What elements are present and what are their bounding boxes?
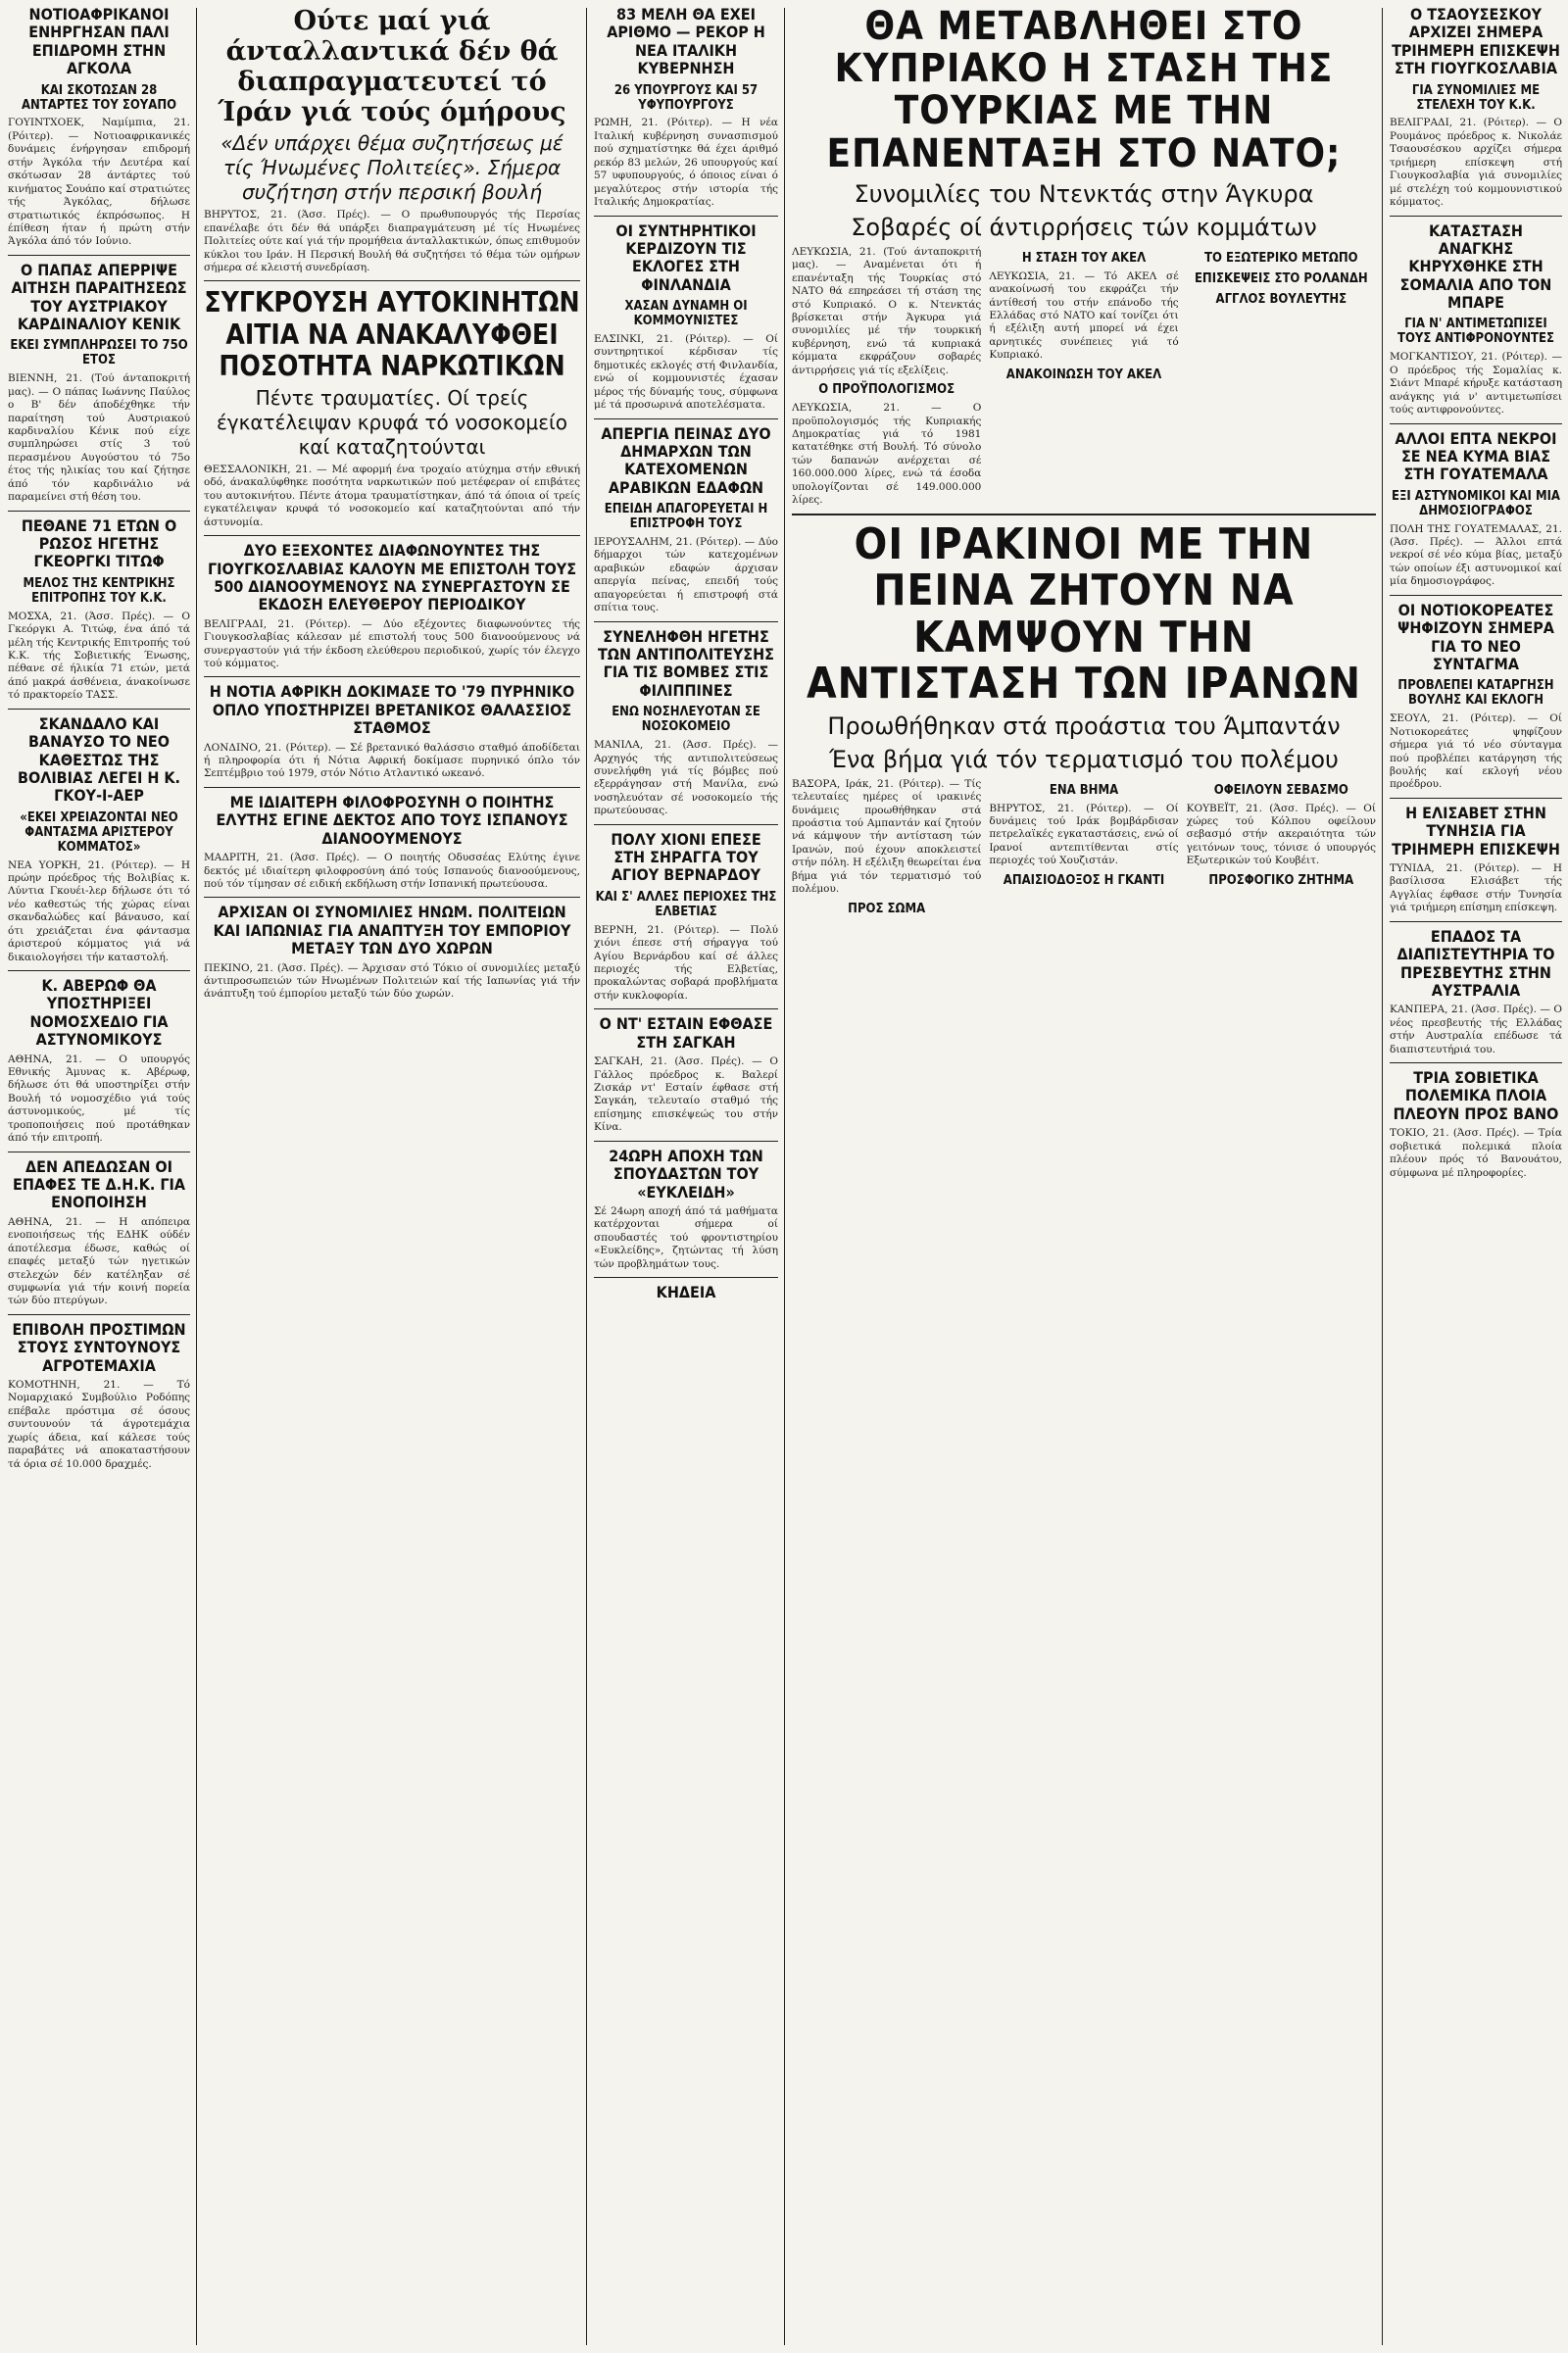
article-titov [8,517,190,703]
subheadline-korea: ΠΡΟΒΛΕΠΕΙ ΚΑΤΑΡΓΗΣΗ ΒΟΥΛΗΣ ΚΑΙ ΕΚΛΟΓΗ [1397,678,1554,709]
body-angola: ΓΟΥΙΝΤΧΟΕΚ, Ναμίμπια, 21. (Ρόιτερ). — Νοτιοαφρικανικές δυνάμεις ένήργησαν επιδρομή στήν Άγκόλα τήν Δευτέρα καί σκότωσαν 28 άντάρτες τού κινήματος Σουάπο καί στρατιώτες τής Άγκόλας, δήλωσε στρατιωτικός έκπρόσωπος. Η έπίθεση ήταν ή πρώτη στήν Άγκόλα άπό τόν Ιούνιο. [8,117,190,248]
body-kuwait: ΚΟΥΒΕΪΤ, 21. (Άσσ. Πρές). — Οί χώρες τού Κόλπου οφείλουν σεβασμό στήν ακεραιότητα τών γειτόνων τους, τόνισε ό υπουργός Εξωτερικών τού Κουβέιτ. [1186,802,1376,867]
divider [1390,595,1562,596]
subheadline-snow: ΚΑΙ Σ' ΑΛΛΕΣ ΠΕΡΙΟΧΕΣ ΤΗΣ ΕΛΒΕΤΙΑΣ [595,889,777,919]
iraq-column-b [989,778,1178,921]
article-ceausescu [1390,6,1562,210]
column-2 [204,0,580,2353]
body-south-africa-nuclear: ΛΟΝΔΙΝΟ, 21. (Ρόιτερ). — Σέ βρετανικό θαλάσσιο σταθμό άποδίδεται ή πληροφορία ότι ή Νότια Αφρική δοκίμασε πυρηνικό όπλο τόν Σεπτέμβριο τού 1979, στόν Νότιο Ατλαντικό ωκεανό. [204,741,580,780]
article-italy-govt [594,6,778,210]
headline-hunger-strike: ΑΠΕΡΓΙΑ ΠΕΙΝΑΣ ΔΥΟ ΔΗΜΑΡΧΩΝ ΤΩΝ ΚΑΤΕΧΟΜΕΝΩΝ ΑΡΑΒΙΚΩΝ ΕΔΑΦΩΝ [601,423,771,497]
heading-budget: Ο ΠΡΟΫΠΟΛΟΓΙΣΜΟΣ [818,382,956,398]
lead-headline-iraq: ΟΙ ΙΡΑΚΙΝΟΙ ΜΕ ΤΗΝ ΠΕΙΝΑ ΖΗΤΟΥΝ ΝΑ ΚΑΜΨΟΥΝ ΤΗΝ ΑΝΤΙΣΤΑΣΗ ΤΩΝ ΙΡΑΝΩΝ [807,518,1361,710]
lead-column-b [989,246,1178,508]
article-guatemala [1390,430,1562,589]
body-italy-govt: ΡΩΜΗ, 21. (Ρόιτερ). — Η νέα Ιταλική κυβέρνηση συνασπισμού πού σχηματίστηκε θά έχει άριθμό ρεκόρ 83 μελών, 26 υπουργούς καί 57 υφυπουργούς, ό όποιος είναι ό μεγαλύτερος στήν ιστορία τής Ιταλικής Δημοκρατίας. [594,117,778,209]
body-car-crash: ΘΕΣΣΑΛΟΝΙΚΗ, 21. — Μέ αφορμή ένα τροχαίο ατύχημα στήν εθνική οδό, άνακαλύφθηκε ποσότητα ναρκωτικών πού μετέφεραν οί επιβάτες του αυτοκινήτου. Πέντε άτομα τραυματίστηκαν, άπό τά όποια οί τρείς εγκατέλειψαν κρυφά τό νοσοκομείο καί καταζητούνται από τήν άστυνομία. [204,463,580,528]
main-lead-block [792,0,1376,2353]
lead-subheadline-1: Συνομιλίες του Ντενκτάς στην Άγκυρα [854,179,1314,208]
heading-refugee: ΠΡΟΣΦΟΓΙΚΟ ΖΗΤΗΜΑ [1208,872,1354,888]
headline-elizabeth: Η ΕΛΙΣΑΒΕΤ ΣΤΗΝ ΤΥΝΗΣΙΑ ΓΙΑ ΤΡΙΗΜΕΡΗ ΕΠΙΣΚΕΨΗ [1392,803,1560,858]
divider [1390,216,1562,217]
subheadline-iran-hostages: «Δέν υπάρχει θέμα συζητήσεως μέ τίς Ήνωμένες Πολιτείες». Σήμερα συζήτηση στήν περσική βουλή [220,131,564,205]
body-akel: ΛΕΥΚΩΣΙΑ, 21. — Τό ΑΚΕΛ σέ ανακοίνωσή του εκφράζει τήν άντίθεσή του στήν επάνοδο τής Ελλάδας στό ΝΑΤΟ καί τονίζει ότι ή εξέλιξη αυτή μπορεί νά έχει αρνητικές συνέπειες γιά τό Κυπριακό. [989,270,1179,362]
body-pope: ΒΙΕΝΝΗ, 21. (Τού άνταποκριτή μας). — Ο πάπας Ιωάννης Παύλος ο Β' δέν άποδέχθηκε τήν παραίτηση τού Αυστριακού καρδιναλίου Κένικ πού είχε συμπληρώσει στίς 3 τού περασμένου Αυγούστου τό 75ο έτος τής ηλικίας του καί ζήτησε άπό τόν καρδινάλιο νά παραμείνει στή θέση του. [8,372,190,504]
divider [1390,798,1562,799]
body-korea: ΣΕΟΥΛ, 21. (Ρόιτερ). — Οί Νοτιοκορεάτες ψηφίζουν σήμερα γιά τό νέο σύνταγμα πού προβλέπει κατάργηση τής βουλής καί εκλογή νέου προέδρου. [1390,712,1562,791]
heading-english-mp: ΑΓΓΛΟΣ ΒΟΥΛΕΥΤΗΣ [1215,291,1348,307]
headline-italy-govt: 83 ΜΕΛΗ ΘΑ ΕΧΕΙ ΑΡΙΘΜΟ — ΡΕΚΟΡ Η ΝΕΑ ΙΤΑΛΙΚΗ ΚΥΒΕΡΝΗΣΗ [607,5,765,78]
headline-pope: Ο ΠΑΠΑΣ ΑΠΕΡΡΙΨΕ ΑΙΤΗΣΗ ΠΑΡΑΙΤΗΣΕΩΣ ΤΟΥ ΑΥΣΤΡΙΑΚΟΥ ΚΑΡΔΙΝΑΛΙΟΥ ΚΕΝΙΚ [11,260,187,333]
column-rule [586,8,587,2345]
article-students [594,1148,778,1271]
headline-elytis: ΜΕ ΙΔΙΑΙΤΕΡΗ ΦΙΛΟΦΡΟΣΥΝΗ Ο ΠΟΙΗΤΗΣ ΕΛΥΤΗΣ ΕΓΙΝΕ ΔΕΚΤΟΣ ΑΠΟ ΤΟΥΣ ΙΣΠΑΝΟΥΣ ΔΙΑΝΟΟΥΜΕΝΟΥΣ [216,792,568,848]
divider [204,897,580,898]
headline-philippines: ΣΥΝΕΛΗΦΘΗ ΗΓΕΤΗΣ ΤΩΝ ΑΝΤΙΠΟΛΙΤΕΥΣΗΣ ΓΙΑ ΤΙΣ ΒΟΜΒΕΣ ΣΤΙΣ ΦΙΛΙΠΠΙΝΕΣ [597,626,775,700]
article-pope [8,262,190,505]
body-iraq: ΒΑΣΟΡΑ, Ιράκ, 21. (Ρόιτερ). — Τίς τελευταίες ημέρες οί ιρακινές δυνάμεις προωθήθηκαν στά προάστια τού Αμπαντάν καί ζητούν νά κάμψουν τήν αντίσταση τών Ιρανών, πού έχουν αποκλειστεί στήν πόλη. Η εξέλιξη θεωρείται ένα βήμα γιά τόν τερματισμό τού πολέμου. [792,777,982,896]
divider [1390,921,1562,922]
headline-students: 24ΩΡΗ ΑΠΟΧΗ ΤΩΝ ΣΠΟΥΔΑΣΤΩΝ ΤΟΥ «ΕΥΚΛΕΙΔΗ» [609,1146,763,1201]
divider [594,824,778,825]
body-finland: ΕΛΣΙΝΚΙ, 21. (Ρόιτερ). — Οί συντηρητικοί κέρδισαν τίς δημοτικές εκλογές στή Φινλανδία, ενώ οί κομμουνιστές έχασαν μέρος τής δύναμής τους, σύμφωνα μέ τά προσωρινά αποτελέσματα. [594,332,778,412]
article-iraq-iran [792,518,1376,921]
divider [594,216,778,217]
heading-foreign-front: ΤΟ ΕΞΩΤΕΡΙΚΟ ΜΕΤΩΠΟ [1204,250,1358,266]
divider [204,676,580,677]
headline-funeral: ΚΗΔΕΙΑ [656,1283,716,1302]
article-car-crash [204,287,580,529]
body-hunger-strike: ΙΕΡΟΥΣΑΛΗΜ, 21. (Ρόιτερ). — Δύο δήμαρχοι τών κατεχομένων αραβικών εδαφών άρχισαν απεργία πείνας, επειδή τούς απαγορεύεται ή επιστροφή στά σπίτια τους. [594,536,778,614]
headline-angola: ΝΟΤΙΟΑΦΡΙΚΑΝΟΙ ΕΝΗΡΓΗΣΑΝ ΠΑΛΙ ΕΠΙΔΡΟΜΗ ΣΤΗΝ ΑΓΚΟΛΑ [28,5,170,78]
body-philippines: ΜΑΝΙΛΑ, 21. (Άσσ. Πρές). — Αρχηγός τής αντιπολιτεύσεως συνελήφθη γιά τίς βόμβες πού εξερράγησαν στή Μανίλα, ενώ νοσηλευόταν σέ νοσοκομείο τής πρωτεύουσας. [594,739,778,817]
body-destaing: ΣΑΓΚΑΗ, 21. (Άσσ. Πρές). — Ο Γάλλος πρόεδρος κ. Βαλερί Ζισκάρ ντ' Εσταίν έφθασε στή Σαγκάη, τελευταίο σταθμό τής επίσημης επισκέψεώς του στήν Κίνα. [594,1055,778,1134]
iraq-subheadline-1: Προωθήθηκαν στά προάστια του Άμπαντάν [827,711,1341,740]
headline-car-crash: ΣΥΓΚΡΟΥΣΗ ΑΥΤΟΚΙΝΗΤΩΝ ΑΙΤΙΑ ΝΑ ΑΝΑΚΑΛΥΦΘΕΙ ΠΟΣΟΤΗΤΑ ΝΑΡΚΩΤΙΚΩΝ [204,286,580,382]
divider [594,418,778,419]
headline-us-japan: ΑΡΧΙΣΑΝ ΟΙ ΣΥΝΟΜΙΛΙΕΣ ΗΝΩΜ. ΠΟΛΙΤΕΙΩΝ ΚΑΙ ΙΑΠΩΝΙΑΣ ΓΙΑ ΑΝΑΠΤΥΞΗ ΤΟΥ ΕΜΠΟΡΙΟΥ ΜΕΤΑΞΥ ΤΩΝ ΔΥΟ ΧΩΡΩΝ [213,903,571,958]
heading-visits-roland: ΕΠΙΣΚΕΨΕΙΣ ΣΤΟ ΡΟΛΑΝΔΗ [1194,270,1368,286]
column-rule [1382,8,1383,2345]
column-3 [594,0,778,2353]
headline-iran-hostages: Ούτε μαί γιά άνταλλαντικά δέν θά διαπραγματευτεί τό Ίράν γιά τούς όμήρους [218,6,566,128]
divider [204,280,580,281]
body-cyprus: ΛΕΥΚΩΣΙΑ, 21. (Τού άνταποκριτή μας). — Αναμένεται ότι ή επανένταξη τής Τουρκίας στό ΝΑΤΟ θά επηρεάσει τή στάση της στό Κυπριακό. Ο κ. Ντενκτάς βρίσκεται στήν Άγκυρα γιά συνομιλίες μέ τήν τουρκική κυβέρνηση, ενώ τά κυπριακά κόμματα εκφράζουν σοβαρές άντιρρήσεις γιά τίς εξελίξεις. [792,245,982,376]
headline-fines: ΕΠΙΒΟΛΗ ΠΡΟΣΤΙΜΩΝ ΣΤΟΥΣ ΣΥΝΤΟΥΝΟΥΣ ΑΓΡΟΤΕΜΑΧΙΑ [12,1319,186,1375]
body-somalia: ΜΟΓΚΑΝΤΙΣΟΥ, 21. (Ρόιτερ). — Ο πρόεδρος τής Σομαλίας κ. Σιάντ Μπαρέ κήρυξε κατάσταση ανάγκης γιά ν' αντιμετωπίσει τούς αντιφρονούντες. [1390,351,1562,417]
body-snow: ΒΕΡΝΗ, 21. (Ρόιτερ). — Πολύ χιόνι έπεσε στή σήραγγα τού Αγίου Βερνάρδου καί σέ άλλες περιοχές τής Ελβετίας, προκαλώντας σοβαρά προβλήματα στήν κυκλοφορία. [594,923,778,1002]
article-bolivia [8,715,190,964]
divider [792,514,1376,515]
headline-south-africa-nuclear: Η ΝΟΤΙΑ ΑΦΡΙΚΗ ΔΟΚΙΜΑΣΕ ΤΟ '79 ΠΥΡΗΝΙΚΟ ΟΠΛΟ ΥΠΟΣΤΗΡΙΖΕΙ ΒΡΕΤΑΝΙΚΟΣ ΘΑΛΑΣΣΙΟΣ ΣΤΑΘΜΟΣ [209,682,575,738]
divider [204,535,580,536]
body-iraq-bombing: ΒΗΡΥΤΟΣ, 21. (Ρόιτερ). — Οί δυνάμεις τού Ιράκ βομβάρδισαν πετρελαϊκές εγκαταστάσεις, ενώ οί Ιρανοί αντεπιτίθενται στίς περιοχές τού Χουζιστάν. [989,802,1179,867]
lead-columns [792,246,1376,508]
subheadline-ceausescu: ΓΙΑ ΣΥΝΟΜΙΛΙΕΣ ΜΕ ΣΤΕΛΕΧΗ ΤΟΥ Κ.Κ. [1411,82,1541,113]
body-guatemala: ΠΟΛΗ ΤΗΣ ΓΟΥΑΤΕΜΑΛΑΣ, 21. (Άσσ. Πρές). — Άλλοι επτά νεκροί σέ νέο κύμα βίας, μεταξύ τών οποίων έξι αστυνομικοί καί μία δημοσιογράφος. [1390,522,1562,588]
subheadline-somalia: ΓΙΑ Ν' ΑΝΤΙΜΕΤΩΠΙΣΕΙ ΤΟΥΣ ΑΝΤΙΦΡΟΝΟΥΝΤΕΣ [1396,317,1554,347]
column-1 [8,0,190,2353]
headline-destaing: Ο ΝΤ' ΕΣΤΑΙΝ ΕΦΘΑΣΕ ΣΤΗ ΣΑΓΚΑΗ [599,1014,773,1052]
body-students: Σέ 24ωρη αποχή άπό τά μαθήματα κατέρχονται σήμερα οί σπουδαστές τού φροντιστηρίου «Ευκλείδης», ζητώντας τή λύση τών προβλημάτων τους. [594,1204,778,1270]
article-elizabeth [1390,805,1562,915]
divider [8,511,190,512]
article-edik [8,1158,190,1308]
subheadline-titov: ΜΕΛΟΣ ΤΗΣ ΚΕΝΤΡΙΚΗΣ ΕΠΙΤΡΟΠΗΣ ΤΟΥ Κ.Κ. [23,575,175,606]
body-us-japan: ΠΕΚΙΝΟ, 21. (Άσσ. Πρές). — Άρχισαν στό Τόκιο οί συνομιλίες μεταξύ άντιπροσωπειών τών Ηνωμένων Πολιτειών καί τής Ιαπωνίας γιά τήν άνάπτυξη τού έμπορίου μεταξύ τών δύο χωρών. [204,961,580,1001]
body-elizabeth: ΤΥΝΙΔΑ, 21. (Ρόιτερ). — Η βασίλισσα Ελισάβετ τής Αγγλίας έφθασε στήν Τυνησία γιά τριήμερη επίσημη επίσκεψη. [1390,861,1562,914]
article-cyprus-turkey [792,6,1376,508]
iraq-column-a [792,778,981,921]
body-titov: ΜΟΣΧΑ, 21. (Άσσ. Πρές). — Ο Γκεόργκι Α. Τιτώφ, ένα άπό τά μέλη τής Κεντρικής Επιτροπής τού Κ.Κ. τής Σοβιετικής Ένωσης, πέθανε σέ ήλικία 71 ετών, μετά άπό μακρά άσθένεια, άνακοίνωσε τό πρακτορείο ΤΑΣΣ. [8,610,190,702]
body-edik: ΑΘΗΝΑ, 21. — Η απόπειρα ενοποιήσεως τής ΕΔΗΚ ούδέν άποτέλεσμα έδωσε, καθώς οί επαφές μεταξύ τών ηγετικών στελεχών δέν κατέληξαν σέ συμφωνία γιά τήν κοινή πορεία τών δύο πτερύγων. [8,1215,190,1307]
body-yugoslav-dissidents: ΒΕΛΙΓΡΑΔΙ, 21. (Ρόιτερ). — Δύο εξέχοντες διαφωνούντες τής Γιουγκοσλαβίας κάλεσαν μέ επιστολή τους 500 διανοούμενους νά συνεργαστούν γιά τήν έκδοση ελεύθερου περιοδικού, χωρίς τόν έλεγχο τού κόμματος. [204,617,580,669]
headline-snow: ΠΟΛΥ ΧΙΟΝΙ ΕΠΕΣΕ ΣΤΗ ΣΗΡΑΓΓΑ ΤΟΥ ΑΓΙΟΥ ΒΕΡΝΑΡΔΟΥ [611,829,761,885]
body-soviet-ships: ΤΟΚΙΟ, 21. (Άσσ. Πρές). — Τρία σοβιετικά πολεμικά πλοία πλέουν πρός τό Βανουάτου, σύμφωνα μέ πληροφορίες. [1390,1127,1562,1179]
subheadline-hunger-strike: ΕΠΕΙΔΗ ΑΠΑΓΟΡΕΥΕΤΑΙ Η ΕΠΙΣΤΡΟΦΗ ΤΟΥΣ [604,502,768,532]
article-averof [8,977,190,1146]
subheadline-philippines: ΕΝΩ ΝΟΣΗΛΕΥΟΤΑΝ ΣΕ ΝΟΣΟΚΟΜΕΙΟ [612,705,760,735]
headline-bolivia: ΣΚΑΝΔΑΛΟ ΚΑΙ ΒΑΝΑΥΣΟ ΤΟ ΝΕΟ ΚΑΘΕΣΤΩΣ ΤΗΣ ΒΟΛΙΒΙΑΣ ΛΕΓΕΙ Η Κ. ΓΚΟΥ-Ι-ΑΕΡ [17,713,181,806]
divider [8,1314,190,1315]
article-elytis [204,794,580,891]
column-rule [196,8,197,2345]
divider [594,1141,778,1142]
headline-korea: ΟΙ ΝΟΤΙΟΚΟΡΕΑΤΕΣ ΨΗΦΙΖΟΥΝ ΣΗΜΕΡΑ ΓΙΑ ΤΟ ΝΕΟ ΣΥΝΤΑΓΜΑ [1397,600,1554,673]
headline-edik: ΔΕΝ ΑΠΕΔΩΣΑΝ ΟΙ ΕΠΑΦΕΣ ΤΕ Δ.Η.Κ. ΓΙΑ ΕΝΟΠΟΙΗΣΗ [12,1156,186,1212]
article-fines [8,1321,190,1471]
body-budget: ΛΕΥΚΩΣΙΑ, 21. — Ο προϋπολογισμός τής Κυπριακής Δημοκρατίας γιά τό 1981 κατατέθηκε στή Βουλή. Τό σύνολο τών δαπανών ανέρχεται σέ 160.000.000 λίρες, ενώ τά έσοδα υπολογίζονται σέ 149.000.000 λίρες. [792,402,982,507]
headline-finland: ΟΙ ΣΥΝΤΗΡΗΤΙΚΟΙ ΚΕΡΔΙΖΟΥΝ ΤΙΣ ΕΚΛΟΓΕΣ ΣΤΗ ΦΙΝΛΑΝΔΙΑ [615,221,757,294]
divider [1390,423,1562,424]
body-bolivia: ΝΕΑ ΥΟΡΚΗ, 21. (Ρόιτερ). — Η πρώην πρόεδρος τής Βολιβίας κ. Λύντια Γκουέι-λερ δήλωσε ότι τό νέο καθεστώς τής χώρας είναι σκανδαλώδες καί βάναυσο, καί ότι χρειάζεται ένα φάντασμα άριστερού κόμματος γιά νά δικαιολογήσει τήν καταστολή. [8,858,190,963]
lead-column-c [1187,246,1376,508]
iraq-columns [792,778,1376,921]
iraq-column-c [1187,778,1376,921]
article-hunger-strike [594,425,778,615]
heading-gandhi: ΑΠΑΙΣΙΟΔΟΞΟΣ Η ΓΚΑΝΤΙ [1003,872,1165,888]
article-angola [8,6,190,249]
article-iran-hostages [204,6,580,274]
headline-ceausescu: Ο ΤΣΑΟΥΣΕΣΚΟΥ ΑΡΧΙΖΕΙ ΣΗΜΕΡΑ ΤΡΙΗΜΕΡΗ ΕΠΙΣΚΕΨΗ ΣΤΗ ΓΙΟΥΓΚΟΣΛΑΒΙΑ [1392,5,1560,78]
subheadline-finland: ΧΑΣΑΝ ΔΥΝΑΜΗ ΟΙ ΚΟΜΜΟΥΝΙΣΤΕΣ [624,299,748,328]
article-ambassador [1390,928,1562,1056]
article-soviet-ships [1390,1069,1562,1180]
divider [594,621,778,622]
body-ceausescu: ΒΕΛΙΓΡΑΔΙ, 21. (Ρόιτερ). — Ο Ρουμάνος πρόεδρος κ. Νικολάε Τσαουσέσκου αρχίζει σήμερα τριήμερη επίσκεψη στή Γιουγκοσλαβία γιά συνομιλίες μέ στελέχη τού κομμουνιστικού κόμματος. [1390,117,1562,209]
article-finland [594,222,778,413]
article-snow [594,831,778,1004]
heading-to-soma: ΠΡΟΣ ΣΩΜΑ [848,901,926,916]
article-philippines [594,628,778,818]
body-fines: ΚΟΜΟΤΗΝΗ, 21. — Τό Νομαρχιακό Συμβούλιο Ροδόπης επέβαλε πρόστιμα σέ όσους συντουνούν τά άγροτεμάχια χωρίς άδεια, καί κάλεσε τούς παραβάτες νά αποκαταστήσουν τά όρια σέ 10.000 δραχμές. [8,1379,190,1470]
headline-soviet-ships: ΤΡΙΑ ΣΟΒΙΕΤΙΚΑ ΠΟΛΕΜΙΚΑ ΠΛΟΙΑ ΠΛΕΟΥΝ ΠΡΟΣ ΒΑΝΟ [1393,1068,1559,1123]
article-us-japan [204,904,580,1001]
lead-headline-cyprus: ΘΑ ΜΕΤΑΒΛΗΘΕΙ ΣΤΟ ΚΥΠΡΙΑΚΟ Η ΣΤΑΣΗ ΤΗΣ ΤΟΥΡΚΙΑΣ ΜΕ ΤΗΝ ΕΠΑΝΕΝΤΑΞΗ ΣΤΟ ΝΑΤΟ; [826,4,1342,176]
subheadline-car-crash: Πέντε τραυματίες. Οί τρείς έγκατέλειψαν κρυφά τό νοσοκομείο καί καταζητούνται [216,385,568,459]
heading-respect: ΟΦΕΙΛΟΥΝ ΣΕΒΑΣΜΟ [1213,782,1348,798]
divider [8,970,190,971]
subheadline-bolivia: «ΕΚΕΙ ΧΡΕΙΑΖΟΝΤΑΙ ΝΕΟ ΦΑΝΤΑΣΜΑ ΑΡΙΣΤΕΡΟΥ ΚΟΜΜΑΤΟΣ» [20,809,178,855]
headline-guatemala: ΑΛΛΟΙ ΕΠΤΑ ΝΕΚΡΟΙ ΣΕ ΝΕΑ ΚΥΜΑ ΒΙΑΣ ΣΤΗ ΓΟΥΑΤΕΜΑΛΑ [1395,428,1557,484]
headline-averof: Κ. ΑΒΕΡΩΦ ΘΑ ΥΠΟΣΤΗΡΙΞΕΙ ΝΟΜΟΣΧΕΔΙΟ ΓΙΑ ΑΣΤΥΝΟΜΙΚΟΥΣ [29,976,169,1050]
article-yugoslav-dissidents [204,542,580,670]
headline-yugoslav-dissidents: ΔΥΟ ΕΞΕΧΟΝΤΕΣ ΔΙΑΦΩΝΟΥΝΤΕΣ ΤΗΣ ΓΙΟΥΓΚΟΣΛΑΒΙΑΣ ΚΑΛΟΥΝ ΜΕ ΕΠΙΣΤΟΛΗ ΤΟΥΣ 500 ΔΙΑΝΟΟΥΜΕΝΟΥΣ ΝΑ ΣΥΝΕΡΓΑΣΤΟΥΝ ΣΕ ΕΚΔΟΣΗ ΕΛΕΥΘΕΡΟΥ ΠΕΡΙΟΔΙΚΟΥ [207,541,577,614]
column-5 [1390,0,1562,2353]
body-elytis: ΜΑΔΡΙΤΗ, 21. (Άσσ. Πρές). — Ο ποιητής Οδυσσέας Ελύτης έγινε δεκτός μέ ιδιαίτερη φιλοφροσύνη άπό τούς Ισπανούς διανοούμενους, πού τόν τίμησαν σέ ειδική εκδήλωση στήν Ισπανική πρωτεύουσα. [204,852,580,890]
divider [594,1008,778,1009]
divider [8,709,190,710]
divider [594,1277,778,1278]
subheadline-guatemala: ΕΞΙ ΑΣΤΥΝΟΜΙΚΟΙ ΚΑΙ ΜΙΑ ΔΗΜΟΣΙΟΓΡΑΦΟΣ [1391,488,1560,518]
headline-ambassador: ΕΠΑΔΟΣ ΤΑ ΔΙΑΠΙΣΤΕΥΤΗΡΙΑ ΤΟ ΠΡΕΣΒΕΥΤΗΣ ΣΤΗΝ ΑΥΣΤΡΑΛΙΑ [1396,926,1555,1000]
heading-one-step: ΕΝΑ ΒΗΜΑ [1049,782,1119,798]
body-averof: ΑΘΗΝΑ, 21. — Ο υπουργός Εθνικής Άμυνας κ. Αβέρωφ, δήλωσε ότι θά υποστηρίξει στήν Βουλή τό νομοσχέδιο γιά τούς άστυνομικούς, μέ τίς τροποποιήσεις πού προτάθηκαν άπό τήν επιτροπή. [8,1053,190,1145]
subheadline-italy-govt: 26 ΥΠΟΥΡΓΟΥΣ ΚΑΙ 57 ΥΦΥΠΟΥΡΓΟΥΣ [613,82,759,113]
article-somalia [1390,222,1562,417]
divider [8,255,190,256]
lead-subheadline-2: Σοβαρές οί άντιρρήσεις τών κομμάτων [851,213,1317,241]
body-iran-hostages: ΒΗΡΥΤΟΣ, 21. (Άσσ. Πρές). — Ο πρωθυπουργός τής Περσίας επανέλαβε ότι δέν θά υπάρξει διαπραγμάτευση μέ τίς Ηνωμένες Πολιτείες ούτε καί γιά τήν προμήθεια άνταλλακτικών, όπως επιθυμούν κύκλοι του Ιράν. Η Περσική Βουλή θά συζητήσει τό θέμα τών ομήρων σήμερα σέ κλειστή συνεδρίαση. [204,209,580,273]
article-funeral [594,1284,778,1301]
heading-akel-stance: Η ΣΤΑΣΗ ΤΟΥ ΑΚΕΛ [1021,250,1147,266]
column-rule [784,8,785,2345]
headline-titov: ΠΕΘΑΝΕ 71 ΕΤΩΝ Ο ΡΩΣΟΣ ΗΓΕΤΗΣ ΓΚΕΟΡΓΚΙ ΤΙΤΩΦ [21,515,177,571]
heading-akel-announcement: ΑΝΑΚΟΙΝΩΣΗ ΤΟΥ ΑΚΕΛ [1005,367,1162,382]
iraq-subheadline-2: Ένα βήμα γιά τόν τερματισμό του πολέμου [829,745,1339,773]
subheadline-angola: ΚΑΙ ΣΚΟΤΩΣΑΝ 28 ΑΝΤΑΡΤΕΣ ΤΟΥ ΣΟΥΑΠΟ [21,82,177,113]
divider [204,787,580,788]
article-south-africa-nuclear [204,683,580,780]
article-destaing [594,1015,778,1134]
article-korea [1390,602,1562,792]
lead-column-a [792,246,981,508]
headline-somalia: ΚΑΤΑΣΤΑΣΗ ΑΝΑΓΚΗΣ ΚΗΡΥΧΘΗΚΕ ΣΤΗ ΣΟΜΑΛΙΑ ΑΠΟ ΤΟΝ ΜΠΑΡΕ [1399,221,1552,313]
body-ambassador: ΚΑΝΠΕΡΑ, 21. (Άσσ. Πρές). — Ο νέος πρεσβευτής τής Ελλάδας στήν Αυστραλία επέδωσε τά διαπιστευτήριά του. [1390,1004,1562,1055]
subheadline-pope: ΕΚΕΙ ΣΥΜΠΛΗΡΩΣΕΙ ΤΟ 75Ο ΕΤΟΣ [10,338,188,368]
divider [1390,1062,1562,1063]
